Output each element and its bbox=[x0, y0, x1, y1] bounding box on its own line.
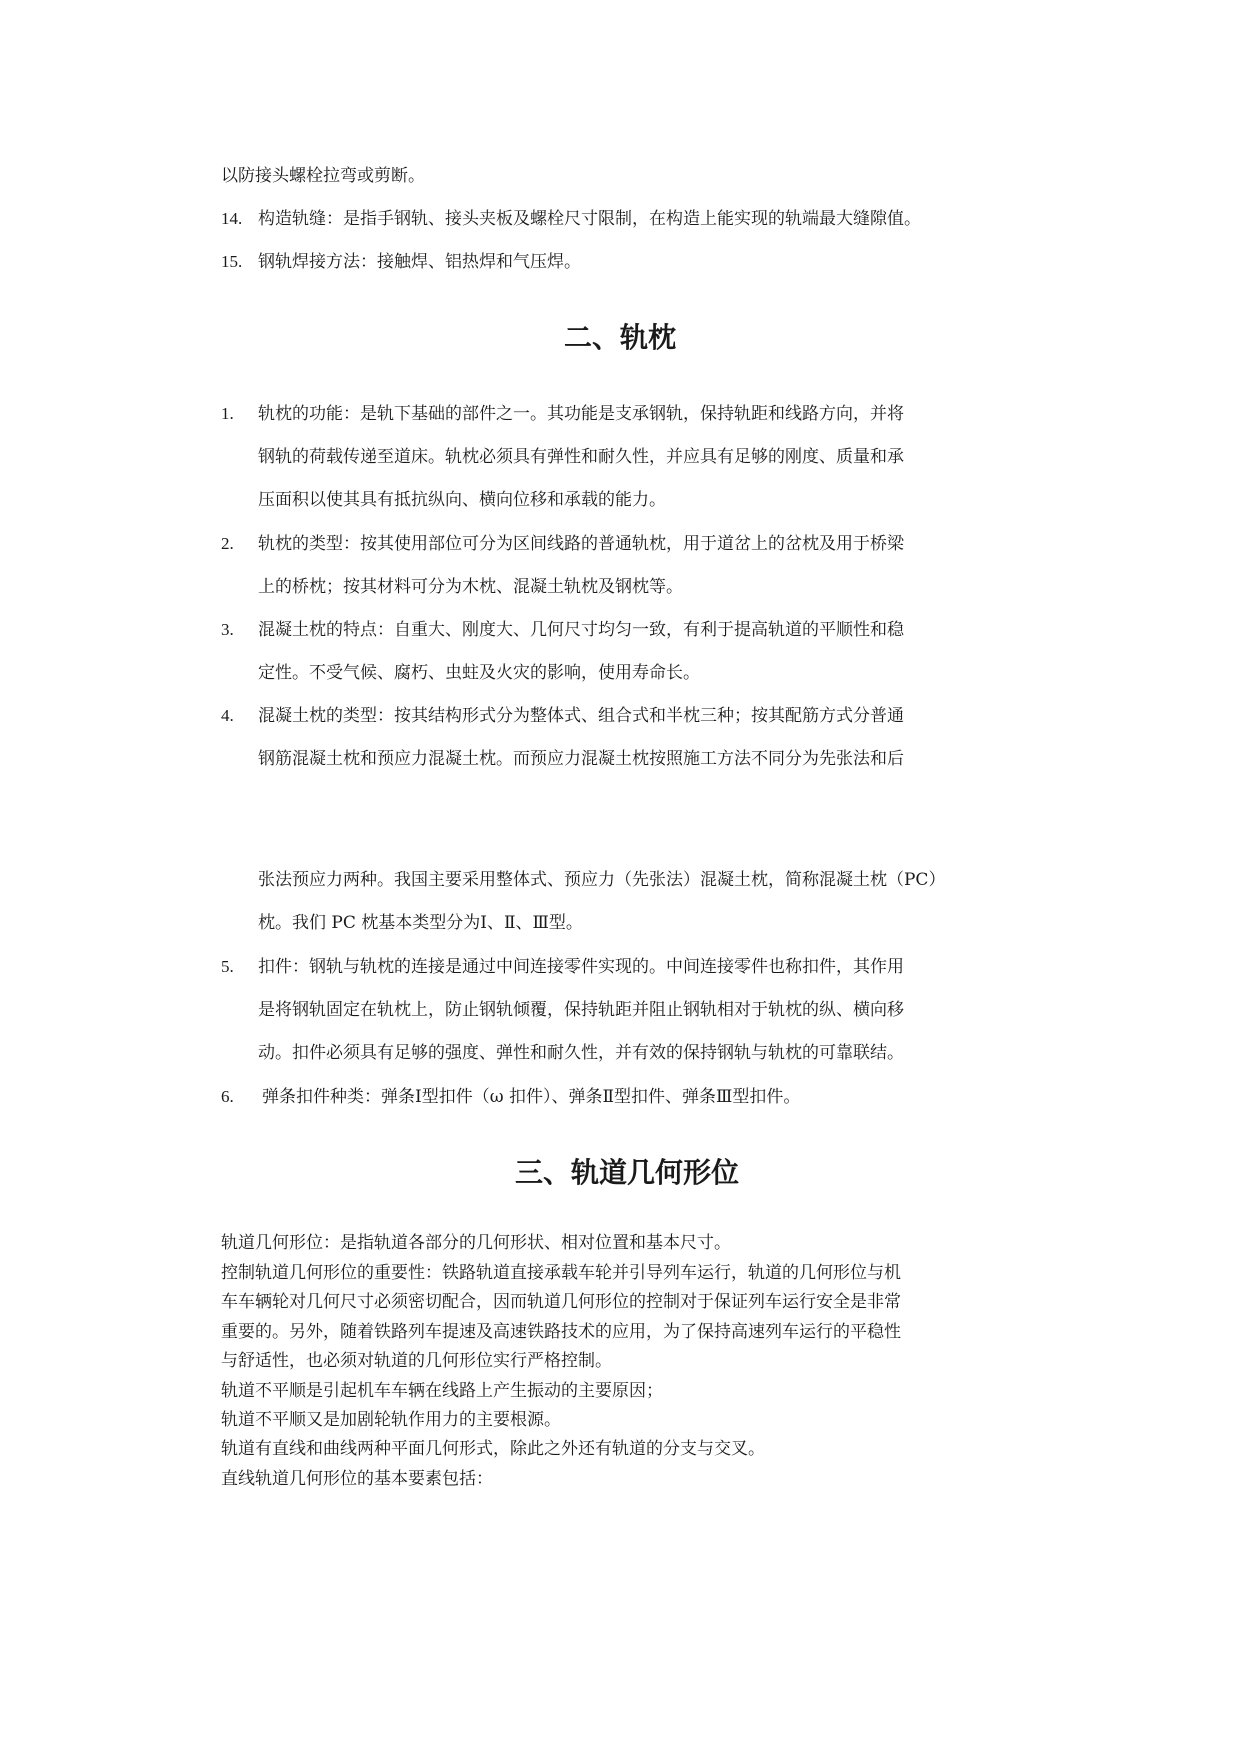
list-item-2-line-1: 轨枕的类型：按其使用部位可分为区间线路的普通轨枕，用于道岔上的岔枕及用于桥梁 bbox=[258, 534, 904, 554]
list-item-15: 钢轨焊接方法：接触焊、铝热焊和气压焊。 bbox=[258, 252, 581, 272]
section-heading-3: 三、轨道几何形位 bbox=[515, 1156, 740, 1189]
list-item-4-line-2: 钢筋混凝土枕和预应力混凝土枕。而预应力混凝土枕按照施工方法不同分为先张法和后 bbox=[258, 749, 904, 769]
list-number-4: 4. bbox=[221, 706, 234, 725]
continuation-line: 以防接头螺栓拉弯或剪断。 bbox=[221, 166, 425, 186]
list-number-6: 6. bbox=[221, 1087, 234, 1106]
paragraph-line-9: 直线轨道几何形位的基本要素包括： bbox=[221, 1469, 493, 1489]
paragraph-line-7: 轨道不平顺又是加剧轮轨作用力的主要根源。 bbox=[221, 1410, 561, 1430]
paragraph-line-2: 控制轨道几何形位的重要性：铁路轨道直接承载车轮并引导列车运行，轨道的几何形位与机 bbox=[221, 1263, 901, 1283]
list-item-1-line-1: 轨枕的功能：是轨下基础的部件之一。其功能是支承钢轨，保持轨距和线路方向，并将 bbox=[258, 404, 904, 424]
list-item-6: 弹条扣件种类：弹条Ⅰ型扣件（ω 扣件）、弹条Ⅱ型扣件、弹条Ⅲ型扣件。 bbox=[262, 1087, 801, 1107]
list-item-5-line-3: 动。扣件必须具有足够的强度、弹性和耐久性，并有效的保持钢轨与轨枕的可靠联结。 bbox=[258, 1043, 904, 1063]
section-heading-2: 二、轨枕 bbox=[564, 321, 677, 354]
list-item-5-line-2: 是将钢轨固定在轨枕上，防止钢轨倾覆，保持轨距并阻止钢轨相对于轨枕的纵、横向移 bbox=[258, 1000, 904, 1020]
paragraph-line-1: 轨道几何形位：是指轨道各部分的几何形状、相对位置和基本尺寸。 bbox=[221, 1233, 731, 1253]
list-number-2: 2. bbox=[221, 534, 234, 553]
list-number-3: 3. bbox=[221, 620, 234, 639]
list-number-15: 15. bbox=[221, 252, 243, 271]
list-item-1-line-3: 压面积以使其具有抵抗纵向、横向位移和承载的能力。 bbox=[258, 490, 666, 510]
paragraph-line-4: 重要的。另外，随着铁路列车提速及高速铁路技术的应用，为了保持高速列车运行的平稳性 bbox=[221, 1322, 901, 1342]
list-number-14: 14. bbox=[221, 209, 243, 228]
paragraph-line-6: 轨道不平顺是引起机车车辆在线路上产生振动的主要原因； bbox=[221, 1381, 663, 1401]
list-item-1-line-2: 钢轨的荷载传递至道床。轨枕必须具有弹性和耐久性，并应具有足够的刚度、质量和承 bbox=[258, 447, 904, 467]
list-item-2-line-2: 上的桥枕；按其材料可分为木枕、混凝土轨枕及钢枕等。 bbox=[258, 577, 683, 597]
list-item-4-line-4: 枕。我们 PC 枕基本类型分为Ⅰ、Ⅱ、Ⅲ型。 bbox=[258, 913, 583, 933]
list-item-3-line-1: 混凝土枕的特点：自重大、刚度大、几何尺寸均匀一致，有利于提高轨道的平顺性和稳 bbox=[258, 620, 904, 640]
list-number-5: 5. bbox=[221, 957, 234, 976]
paragraph-line-3: 车车辆轮对几何尺寸必须密切配合，因而轨道几何形位的控制对于保证列车运行安全是非常 bbox=[221, 1292, 901, 1312]
paragraph-line-8: 轨道有直线和曲线两种平面几何形式，除此之外还有轨道的分支与交叉。 bbox=[221, 1439, 765, 1459]
list-item-4-line-1: 混凝土枕的类型：按其结构形式分为整体式、组合式和半枕三种；按其配筋方式分普通 bbox=[258, 706, 904, 726]
list-item-4-line-3: 张法预应力两种。我国主要采用整体式、预应力（先张法）混凝土枕，简称混凝土枕（PC） bbox=[258, 870, 946, 890]
list-item-3-line-2: 定性。不受气候、腐朽、虫蛀及火灾的影响，使用寿命长。 bbox=[258, 663, 700, 683]
list-item-14: 构造轨缝：是指手钢轨、接头夹板及螺栓尺寸限制，在构造上能实现的轨端最大缝隙值。 bbox=[258, 209, 921, 229]
list-number-1: 1. bbox=[221, 404, 234, 423]
paragraph-line-5: 与舒适性，也必须对轨道的几何形位实行严格控制。 bbox=[221, 1351, 612, 1371]
list-item-5-line-1: 扣件：钢轨与轨枕的连接是通过中间连接零件实现的。中间连接零件也称扣件，其作用 bbox=[258, 957, 904, 977]
